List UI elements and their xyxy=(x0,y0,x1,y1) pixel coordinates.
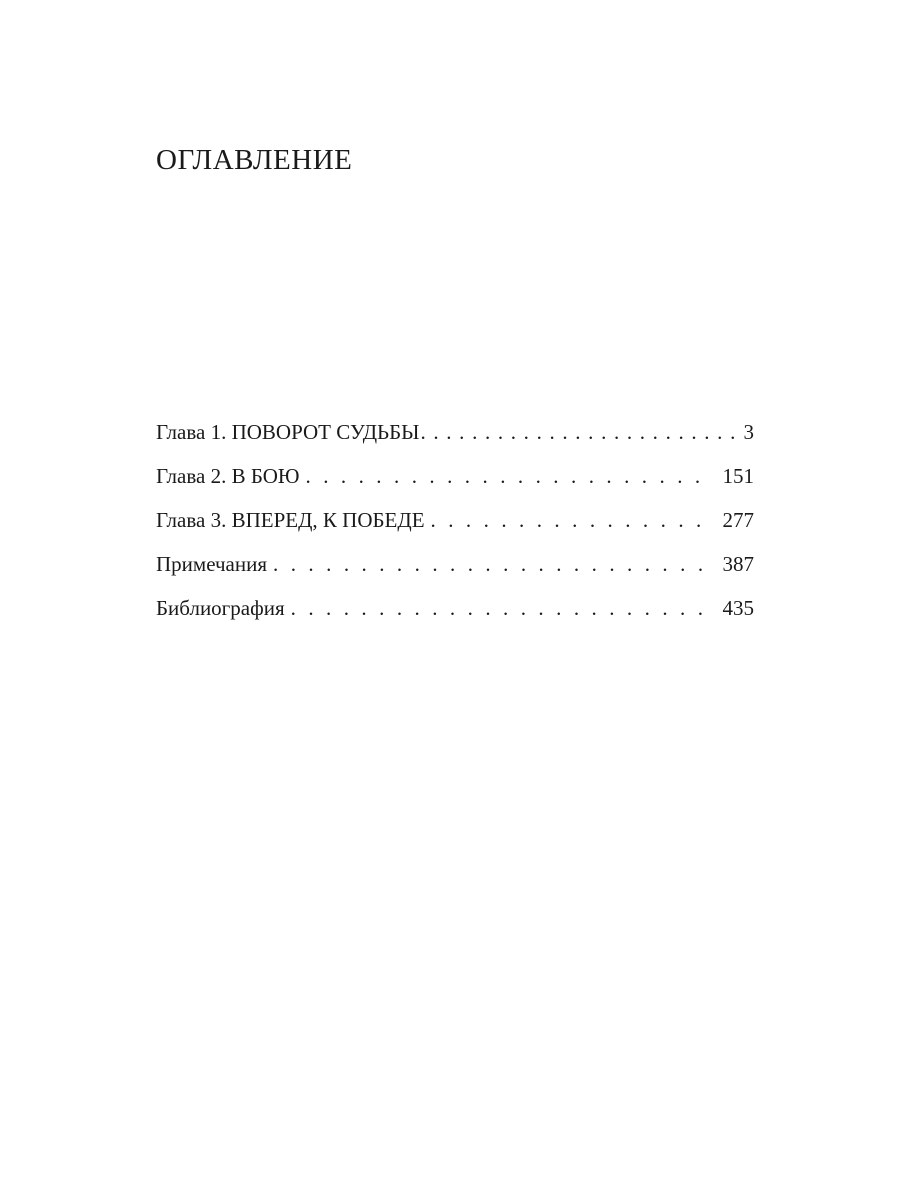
toc-entry-page: 387 xyxy=(722,552,754,576)
toc-entry-page: 3 xyxy=(743,420,754,444)
toc-entry-title: Глава 1. ПОВОРОТ СУДЬБЫ xyxy=(156,420,420,444)
toc-entry-bibliography[interactable] xyxy=(156,595,754,639)
toc-entry-page: 277 xyxy=(722,508,754,532)
toc-entry-page: 435 xyxy=(722,596,754,620)
toc-entry-chapter-1[interactable] xyxy=(156,419,754,463)
toc-entry-title: Примечания xyxy=(156,552,268,576)
dot-leader xyxy=(431,507,714,533)
dot-leader xyxy=(273,551,714,577)
dot-leader xyxy=(291,595,714,621)
toc-entry-title: Глава 3. ВПЕРЕД, К ПОБЕДЕ xyxy=(156,508,425,532)
toc-heading: ОГЛАВЛЕНИЕ xyxy=(156,144,353,176)
toc-entry-page: 151 xyxy=(722,464,754,488)
toc-entry-chapter-3[interactable] xyxy=(156,507,754,551)
toc-entry-notes[interactable] xyxy=(156,551,754,595)
toc-entry-chapter-2[interactable] xyxy=(156,463,754,507)
toc-entry-title: Библиография xyxy=(156,596,285,620)
toc-entry-title: Глава 2. В БОЮ xyxy=(156,464,300,488)
dot-leader xyxy=(306,463,715,489)
dot-leader xyxy=(420,419,743,445)
toc-list xyxy=(156,419,754,639)
